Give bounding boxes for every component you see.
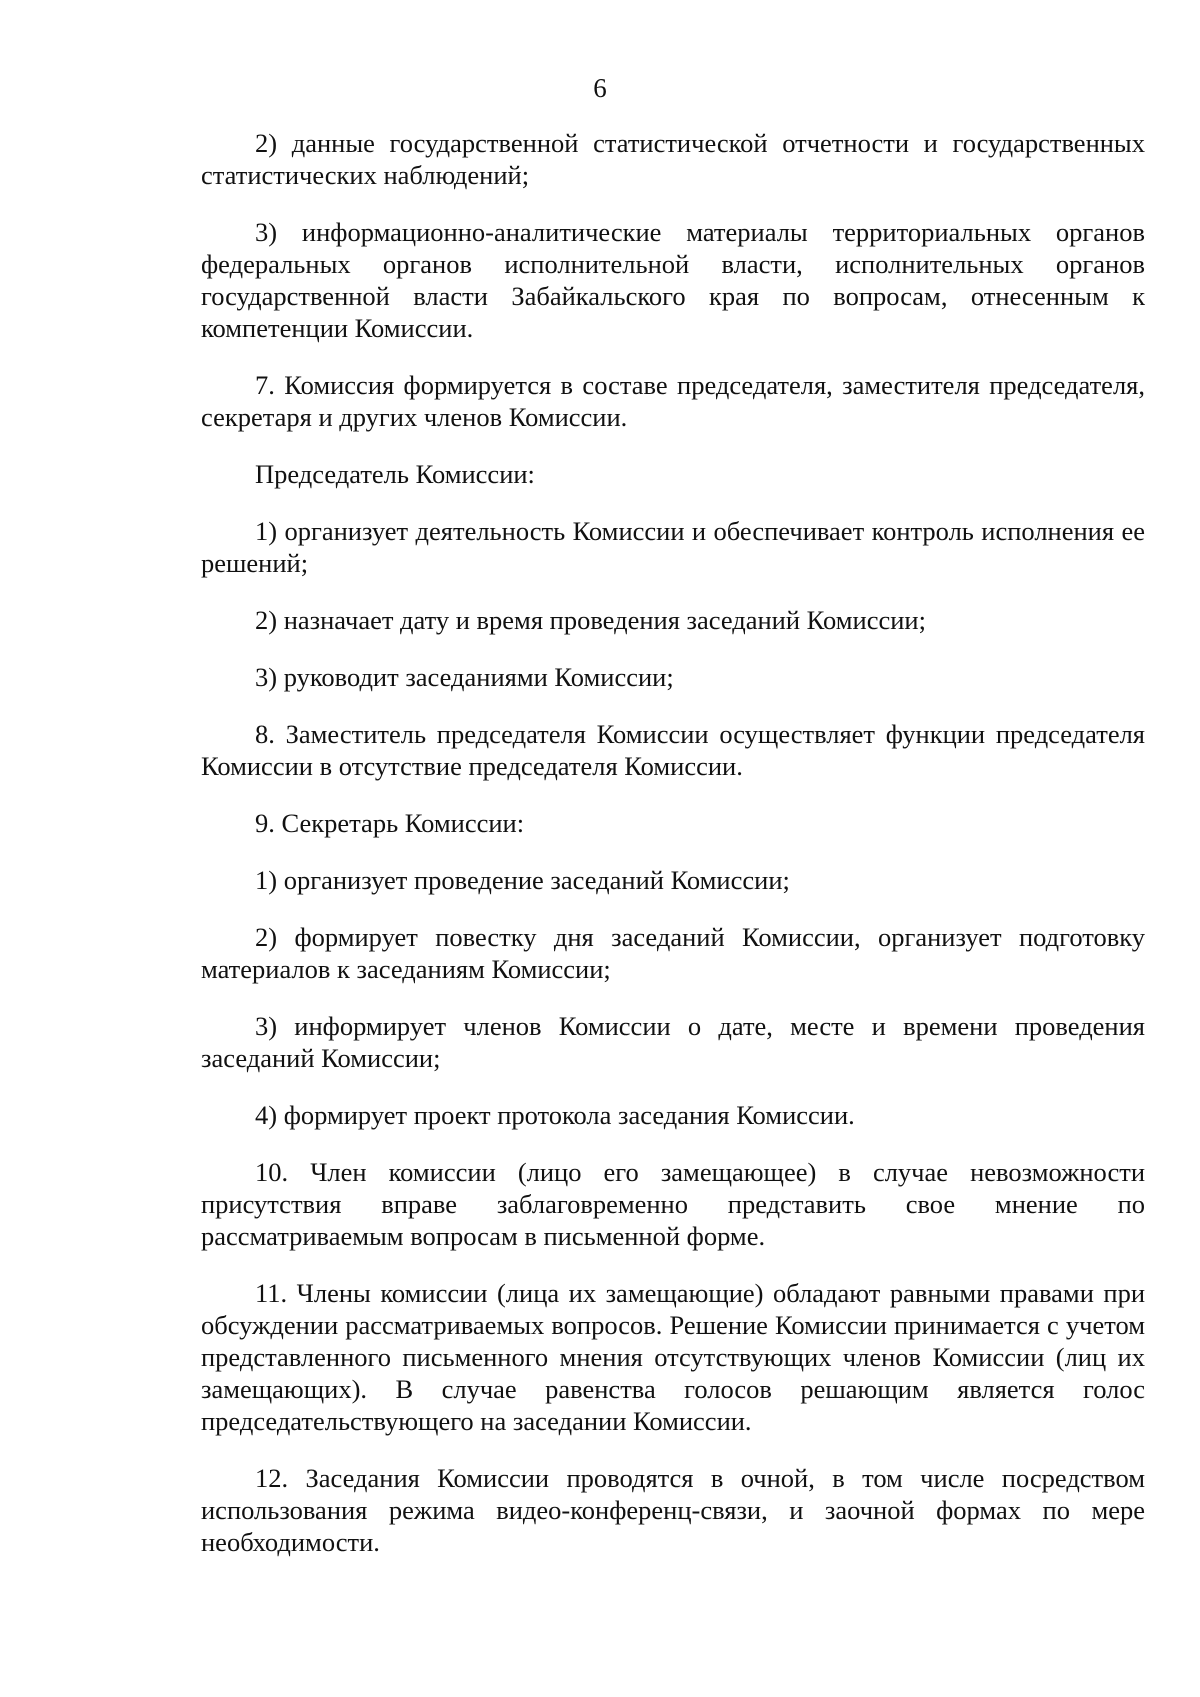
paragraph-clause-9-heading: 9. Секретарь Комиссии: [255,808,525,838]
paragraph-clause-12: 12. Заседания Комиссии проводятся в очной, в том числе посредством использования режима видео-конференц-связи, и заочной формах по мере необходимости. [201,1463,1145,1557]
paragraph-secretary-duty-1: 1) организует проведение заседаний Комиссии; [255,865,790,895]
paragraph-clause-11: 11. Члены комиссии (лица их замещающие) обладают равными правами при обсуждении рассматриваемых вопросов. Решение Комиссии принимается с учетом представленного письменного мнения отсутствующих членов Комиссии (лиц их замещающих). В случае равенства голосов решающим является голос председательствующего на заседании Комиссии. [201,1278,1145,1436]
paragraph-item-2-statistics: 2) данные государственной статистической отчетности и государственных статистических наблюдений; [201,128,1145,190]
paragraph-secretary-duty-4: 4) формирует проект протокола заседания Комиссии. [255,1100,855,1130]
paragraph-clause-10: 10. Член комиссии (лицо его замещающее) в случае невозможности присутствия вправе заблаговременно представить свое мнение по рассматриваемым вопросам в письменной форме. [201,1157,1145,1251]
document-body [201,127,1145,1583]
page-number: 6 [593,73,607,103]
paragraph-chairman-heading: Председатель Комиссии: [255,459,535,489]
paragraph-secretary-duty-2: 2) формирует повестку дня заседаний Комиссии, организует подготовку материалов к заседаниям Комиссии; [201,922,1145,984]
paragraph-chairman-duty-2: 2) назначает дату и время проведения заседаний Комиссии; [255,605,926,635]
paragraph-chairman-duty-3: 3) руководит заседаниями Комиссии; [255,662,674,692]
paragraph-clause-7: 7. Комиссия формируется в составе председателя, заместителя председателя, секретаря и других членов Комиссии. [201,370,1145,432]
paragraph-clause-8: 8. Заместитель председателя Комиссии осуществляет функции председателя Комиссии в отсутствие председателя Комиссии. [201,719,1145,781]
paragraph-chairman-duty-1: 1) организует деятельность Комиссии и обеспечивает контроль исполнения ее решений; [201,516,1145,578]
paragraph-secretary-duty-3: 3) информирует членов Комиссии о дате, месте и времени проведения заседаний Комиссии; [201,1011,1145,1073]
paragraph-item-3-materials: 3) информационно-аналитические материалы территориальных органов федеральных органов исполнительной власти, исполнительных органов государственной власти Забайкальского края по вопросам, отнесенным к компетенции Комиссии. [201,217,1145,343]
